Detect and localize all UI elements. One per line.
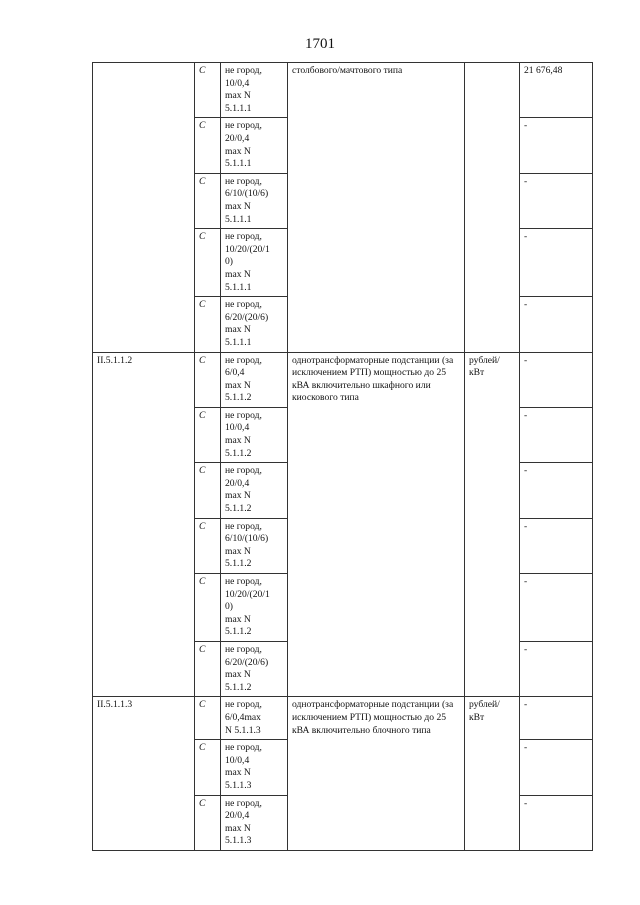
letter-cell: С xyxy=(195,642,221,697)
condition-cell: не город, 20/0,4 max N 5.1.1.1 xyxy=(221,118,288,173)
value-cell: - xyxy=(520,574,593,642)
letter-cell: С xyxy=(195,463,221,518)
condition-cell: не город, 6/10/(10/6) max N 5.1.1.2 xyxy=(221,518,288,573)
value-cell: - xyxy=(520,518,593,573)
letter-cell: С xyxy=(195,407,221,462)
value-cell: - xyxy=(520,740,593,795)
table-row xyxy=(93,697,593,740)
condition-cell: не город, 10/0,4 max N 5.1.1.2 xyxy=(221,407,288,462)
value-cell: - xyxy=(520,173,593,228)
value-cell: - xyxy=(520,795,593,850)
condition-cell: не город, 20/0,4 max N 5.1.1.3 xyxy=(221,795,288,850)
value-cell: - xyxy=(520,463,593,518)
value-cell: 21 676,48 xyxy=(520,63,593,118)
value-cell: - xyxy=(520,297,593,352)
description-cell: однотрансформаторные подстанции (за исключением РТП) мощностью до 25 кВА включительно шкафного или киоскового типа xyxy=(288,352,465,697)
table-row xyxy=(93,63,593,118)
unit-cell xyxy=(465,63,520,353)
condition-cell: не город, 6/0,4 max N 5.1.1.2 xyxy=(221,352,288,407)
description-cell: однотрансформаторные подстанции (за исключением РТП) мощностью до 25 кВА включительно блочного типа xyxy=(288,697,465,851)
letter-cell: С xyxy=(195,697,221,740)
page-number: 1701 xyxy=(305,36,335,52)
tariff-table xyxy=(92,62,593,851)
letter-cell: С xyxy=(195,173,221,228)
unit-cell: рублей/ кВт xyxy=(465,697,520,851)
condition-cell: не город, 20/0,4 max N 5.1.1.2 xyxy=(221,463,288,518)
condition-cell: не город, 6/10/(10/6) max N 5.1.1.1 xyxy=(221,173,288,228)
table-row xyxy=(93,352,593,407)
code-cell: II.5.1.1.3 xyxy=(93,697,195,851)
unit-cell: рублей/ кВт xyxy=(465,352,520,697)
letter-cell: С xyxy=(195,229,221,297)
condition-cell: не город, 10/0,4 max N 5.1.1.1 xyxy=(221,63,288,118)
description-cell: столбового/мачтового типа xyxy=(288,63,465,353)
value-cell: - xyxy=(520,352,593,407)
condition-cell: не город, 10/20/(20/1 0) max N 5.1.1.2 xyxy=(221,574,288,642)
letter-cell: С xyxy=(195,297,221,352)
code-cell: II.5.1.1.2 xyxy=(93,352,195,697)
letter-cell: С xyxy=(195,118,221,173)
letter-cell: С xyxy=(195,740,221,795)
letter-cell: С xyxy=(195,352,221,407)
condition-cell: не город, 10/0,4 max N 5.1.1.3 xyxy=(221,740,288,795)
value-cell: - xyxy=(520,118,593,173)
condition-cell: не город, 10/20/(20/1 0) max N 5.1.1.1 xyxy=(221,229,288,297)
value-cell: - xyxy=(520,407,593,462)
code-cell xyxy=(93,63,195,353)
letter-cell: С xyxy=(195,574,221,642)
condition-cell: не город, 6/20/(20/6) max N 5.1.1.1 xyxy=(221,297,288,352)
condition-cell: не город, 6/0,4max N 5.1.1.3 xyxy=(221,697,288,740)
letter-cell: С xyxy=(195,518,221,573)
value-cell: - xyxy=(520,229,593,297)
value-cell: - xyxy=(520,697,593,740)
letter-cell: С xyxy=(195,795,221,850)
value-cell: - xyxy=(520,642,593,697)
condition-cell: не город, 6/20/(20/6) max N 5.1.1.2 xyxy=(221,642,288,697)
letter-cell: С xyxy=(195,63,221,118)
